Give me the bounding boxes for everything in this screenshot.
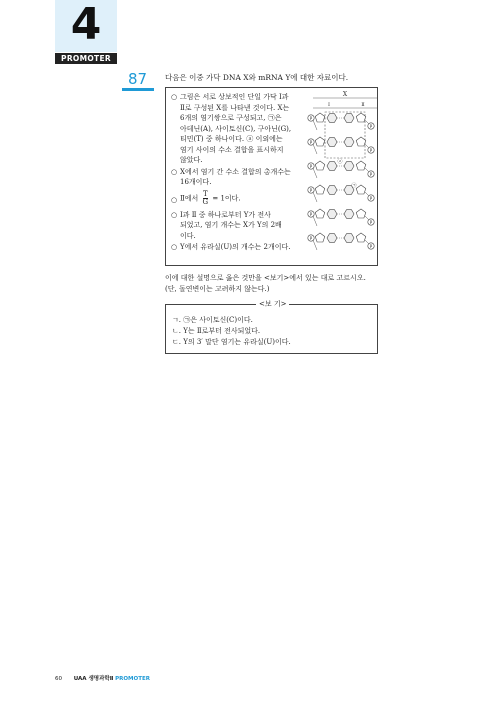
sugar-right — [356, 209, 366, 218]
sugar-left — [315, 113, 325, 122]
phosphate-right-label: P — [369, 220, 373, 225]
sugar-left — [315, 137, 325, 146]
question-prompt — [165, 273, 395, 295]
chapter-number: 4 — [70, 0, 102, 50]
brand-name: PROMOTER — [115, 676, 150, 682]
base-right — [344, 234, 354, 243]
sugar-right — [356, 137, 366, 146]
label-x: X — [342, 91, 348, 98]
dna-structure-diagram — [307, 90, 377, 264]
label-strand-i: Ⅰ — [328, 102, 330, 108]
bullet-line: X에서 염기 간 수소 결합의 총개수는 — [180, 167, 291, 176]
phosphate-left-label: P — [309, 212, 313, 217]
backbone-link-left — [313, 120, 317, 130]
base-left — [327, 234, 337, 243]
prompt-line: 이에 대한 설명으로 옳은 것만을 <보기>에서 있는 대로 고르시오. — [165, 274, 366, 282]
choices-list — [172, 315, 291, 348]
bullet-item — [171, 210, 307, 242]
backbone-link-right — [365, 192, 369, 196]
phosphate-right-label: P — [369, 244, 373, 249]
bullet-line: 않았다. — [180, 156, 203, 164]
bullet-line: 아데닌(A), 사이토신(C), 구아닌(G), — [180, 124, 292, 133]
backbone-link-right — [365, 240, 369, 244]
question-stem: 다음은 이중 가닥 DNA X와 mRNA Y에 대한 자료이다. — [165, 73, 349, 82]
base-left — [327, 138, 337, 147]
base-right — [344, 210, 354, 219]
bullet-line: 되었고, 염기 개수는 X가 Y의 2배 — [180, 221, 282, 229]
sugar-right — [356, 113, 366, 122]
choices-box-title: <보 기> — [256, 300, 289, 308]
bullet-line: 그림은 서로 상보적인 단일 가닥 Ⅰ과 — [180, 93, 289, 101]
page-footer — [55, 674, 150, 682]
choice-item: ㄴ. Y는 Ⅱ로부터 전사되었다. — [172, 327, 261, 335]
question-number-underline — [122, 88, 154, 91]
book-title: UAA 생명과학Ⅱ — [73, 676, 114, 682]
bullet-mark: ○ — [171, 243, 178, 251]
page-number: 60 — [55, 676, 62, 682]
prompt-line: (단, 돌연변이는 고려하지 않는다.) — [165, 285, 270, 293]
bullet-text: Ⅱ에서 — [180, 194, 199, 202]
phosphate-right-label: P — [369, 172, 373, 177]
bullet-item — [171, 242, 307, 253]
base-left — [327, 210, 337, 219]
bullet-line: 6개의 염기쌍으로 구성되고, ㉠은 — [180, 114, 282, 122]
bullet-mark: ○ — [171, 167, 178, 176]
bullet-line: Ⅱ로 구성된 X를 나타낸 것이다. X는 — [180, 103, 290, 112]
sugar-left — [315, 233, 325, 242]
bullet-line: Ⅰ과 Ⅱ 중 하나로부터 Y가 전사 — [180, 210, 271, 219]
backbone-link-right — [365, 144, 369, 148]
data-bullets — [171, 92, 307, 254]
phosphate-right-label: P — [369, 196, 373, 201]
bullet-item — [171, 92, 307, 166]
backbone-link-left — [313, 144, 317, 154]
fraction-t-over-g — [203, 191, 209, 206]
phosphate-right-label: P — [369, 124, 373, 129]
label-a: ⓐ — [337, 159, 343, 165]
fraction-denominator: G — [202, 197, 209, 206]
phosphate-left-label: P — [309, 236, 313, 241]
phosphate-right-label: P — [369, 148, 373, 153]
choice-item: ㄱ. ㉠은 사이토신(C)이다. — [172, 316, 253, 324]
backbone-link-left — [313, 240, 317, 250]
sugar-left — [315, 185, 325, 194]
phosphate-left-label: P — [309, 140, 313, 145]
chapter-badge — [55, 0, 117, 52]
label-b: ㉠ — [351, 183, 357, 189]
backbone-link-left — [313, 216, 317, 226]
base-left — [327, 114, 337, 123]
sugar-right — [356, 161, 366, 170]
backbone-link-right — [365, 168, 369, 172]
bullet-mark: ○ — [171, 210, 178, 219]
bullet-line: 이다. — [180, 231, 196, 240]
bullet-line: 염기 사이의 수소 결합을 표시하지 — [180, 145, 284, 154]
question-number: 87 — [128, 70, 148, 88]
bullet-line: 티민(T) 중 하나이다. ⓐ 이외에는 — [180, 135, 283, 143]
phosphate-left-label: P — [309, 116, 313, 121]
bullet-mark: ○ — [171, 195, 178, 204]
backbone-link-right — [365, 120, 369, 124]
dna-diagram-svg — [307, 90, 377, 264]
sugar-right — [356, 185, 366, 194]
bullet-item — [171, 167, 307, 188]
base-right — [344, 114, 354, 123]
label-strand-ii: Ⅱ — [361, 102, 365, 108]
backbone-link-right — [365, 216, 369, 220]
base-left — [327, 162, 337, 171]
backbone-link-left — [313, 168, 317, 178]
chapter-tag: PROMOTER — [55, 53, 117, 64]
bullet-text: = 1이다. — [212, 194, 241, 202]
base-right — [344, 138, 354, 147]
sugar-right — [356, 233, 366, 242]
sugar-left — [315, 209, 325, 218]
backbone-link-left — [313, 192, 317, 202]
sugar-left — [315, 161, 325, 170]
bullet-line: Y에서 유라실(U)의 개수는 2개이다. — [180, 243, 291, 251]
fraction-numerator: T — [202, 189, 208, 198]
nucleotide-pairs — [308, 113, 374, 250]
phosphate-left-label: P — [309, 164, 313, 169]
bullet-mark: ○ — [171, 93, 178, 101]
phosphate-left-label: P — [309, 188, 313, 193]
choice-item: ㄷ. Y의 3′ 말단 염기는 유라실(U)이다. — [172, 338, 291, 346]
bullet-line: 16개이다. — [180, 178, 212, 186]
base-right — [344, 162, 354, 171]
base-left — [327, 186, 337, 195]
bullet-item — [171, 191, 307, 206]
